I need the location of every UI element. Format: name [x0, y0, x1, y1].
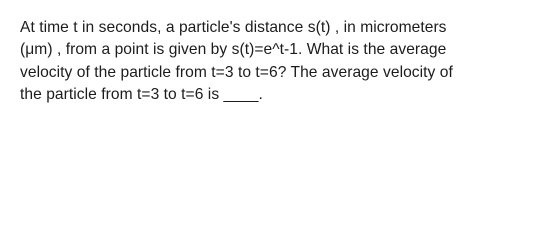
question-line-1: At time t in seconds, a particle's distance s(t) , in micrometers — [20, 19, 447, 36]
question-line-2: (μm) , from a point is given by s(t)=e^t-1. What is the average — [20, 41, 447, 59]
question-text — [20, 17, 548, 107]
question-line-4: the particle from t=3 to t=6 is ____. — [20, 86, 263, 104]
question-line-3: velocity of the particle from t=3 to t=6? The average velocity of — [20, 63, 453, 81]
